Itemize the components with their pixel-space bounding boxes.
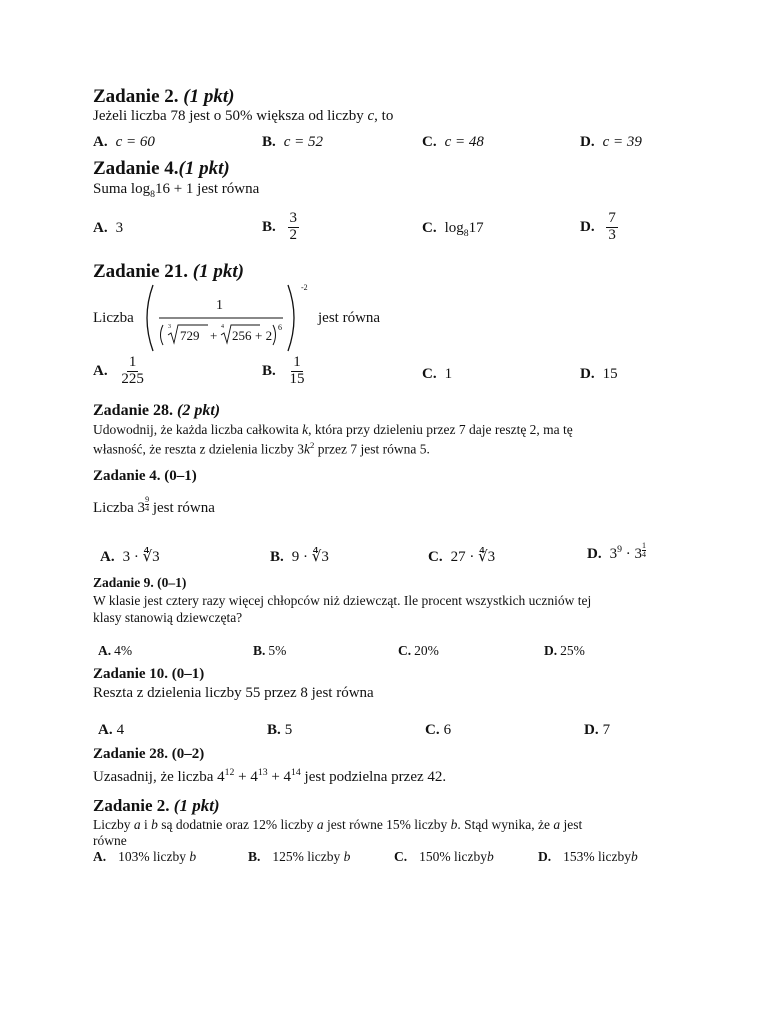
problem-5-option-b: B. 9 · ∜3 [270, 549, 329, 565]
problem-3-option-d: D. 15 [580, 366, 618, 382]
inner-exponent: 6 [278, 323, 282, 332]
problem-2-title: Zadanie 4.(1 pkt) [93, 158, 230, 179]
problem-6-line-2: klasy stanowią dziewczęta? [93, 610, 243, 625]
problem-3-title: Zadanie 21. (1 pkt) [93, 261, 244, 282]
problem-7-option-a: A. 4 [98, 722, 125, 738]
problem-2-option-d: D. $\frac{7}{3}$ [580, 210, 616, 243]
plus: + [210, 328, 218, 343]
problem-8-text: Uzasadnij, że liczba $4^{12} + 4^{13} + 4^{14}$ jest podzielna przez 42. [93, 767, 447, 785]
problem-6-option-d: D. 25% [544, 643, 585, 658]
fraction-exponent: $\frac{1}{4}$ [641, 541, 646, 559]
problem-9-option-a: A. 103% liczby b [93, 849, 197, 864]
problem-3-text-label: Liczba [93, 310, 134, 326]
radicand-2: 256 [232, 328, 252, 343]
problem-9-line-2: równe [93, 833, 127, 848]
problem-9-option-c: C. 150% liczbyb [394, 849, 494, 864]
problem-3-option-b: B. $\frac{1}{15}$ [262, 354, 305, 387]
problem-1-text: Jeżeli liczba 78 jest o 50% większa od liczby c, to [93, 108, 394, 124]
outer-exponent: -2 [301, 283, 308, 292]
problem-1-option-a: A. c = 60 [93, 134, 155, 150]
problem-6-option-a: A. 4% [98, 643, 133, 658]
problem-7-text: Reszta z dzielenia liczby 55 przez 8 jest równa [93, 685, 374, 701]
problem-1-option-b: B. c = 52 [262, 134, 324, 150]
problem-7-option-b: B. 5 [267, 722, 293, 738]
problem-1-title: Zadanie 2. (1 pkt) [93, 86, 235, 107]
numerator: 1 [216, 298, 223, 313]
problem-5-option-c: C. 27 · ∜3 [428, 549, 496, 565]
problem-3-option-c: C. 1 [422, 366, 453, 382]
problem-7-option-d: D. 7 [584, 722, 611, 738]
problem-7-option-c: C. 6 [425, 722, 452, 738]
problem-8-title: Zadanie 28. (0–2) [93, 746, 205, 762]
fraction: $\frac{3}{2}$ [289, 210, 298, 243]
problem-2-option-c: C. $\log_817$ [422, 220, 484, 239]
radicand-1: 729 [180, 328, 200, 343]
big-parentheses [143, 283, 313, 353]
problem-9-option-d: D. 153% liczbyb [538, 849, 638, 864]
problem-2-option-b: B. $\frac{3}{2}$ [262, 210, 298, 243]
problem-2-text: Suma $\log_816 + 1$ jest równa [93, 181, 260, 200]
problem-2-option-a: A. 3 [93, 220, 124, 236]
fraction-exponent: $\frac{9}{4}$ [145, 495, 150, 513]
fraction: $\frac{1}{225}$ [121, 354, 144, 387]
problem-6-option-b: B. 5% [253, 643, 287, 658]
problem-3-expression [143, 283, 313, 353]
problem-5-title: Zadanie 4. (0–1) [93, 468, 197, 484]
problem-6-title: Zadanie 9. (0–1) [93, 575, 187, 590]
problem-9-title: Zadanie 2. (1 pkt) [93, 796, 220, 815]
fraction: $\frac{1}{15}$ [289, 354, 305, 387]
plus-two: + 2 [255, 328, 273, 343]
problem-7-title: Zadanie 10. (0–1) [93, 666, 205, 682]
root-index-1: 3 [168, 324, 171, 330]
problem-3-option-a: A. $\frac{1}{225}$ [93, 354, 144, 387]
problem-1-option-c: C. c = 48 [422, 134, 484, 150]
problem-6-option-c: C. 20% [398, 643, 439, 658]
problem-6-line-1: W klasie jest cztery razy więcej chłopców niż dziewcząt. Ile procent wszystkich uczniów tej [93, 593, 592, 608]
problem-3-text-suffix: jest równa [318, 310, 381, 326]
root-index-2: 4 [221, 324, 224, 330]
problem-5-option-a: A. 3 · ∜3 [100, 549, 160, 565]
problem-9-line-1: Liczby a i b są dodatnie oraz 12% liczby a jest równe 15% liczby b. Stąd wynika, że a jest [93, 817, 583, 832]
problem-9-option-b: B. 125% liczby b [248, 849, 351, 864]
problem-4-line-1: Udowodnij, że każda liczba całkowita k, która przy dzieleniu przez 7 daje resztę 2, ma tę [93, 422, 573, 437]
problem-1-option-d: D. c = 39 [580, 134, 642, 150]
problem-4-title: Zadanie 28. (2 pkt) [93, 402, 221, 419]
problem-5-option-d: D. $3^9 \cdot 3$ $\frac{1}{4}$ [587, 541, 646, 562]
problem-4-line-2: własność, że reszta z dzielenia liczby $3k^2$ przez 7 jest równa 5. [93, 440, 430, 457]
fraction: $\frac{7}{3}$ [608, 210, 616, 243]
problem-5-text: Liczba 3 $\frac{9}{4}$ jest równa [93, 495, 215, 516]
